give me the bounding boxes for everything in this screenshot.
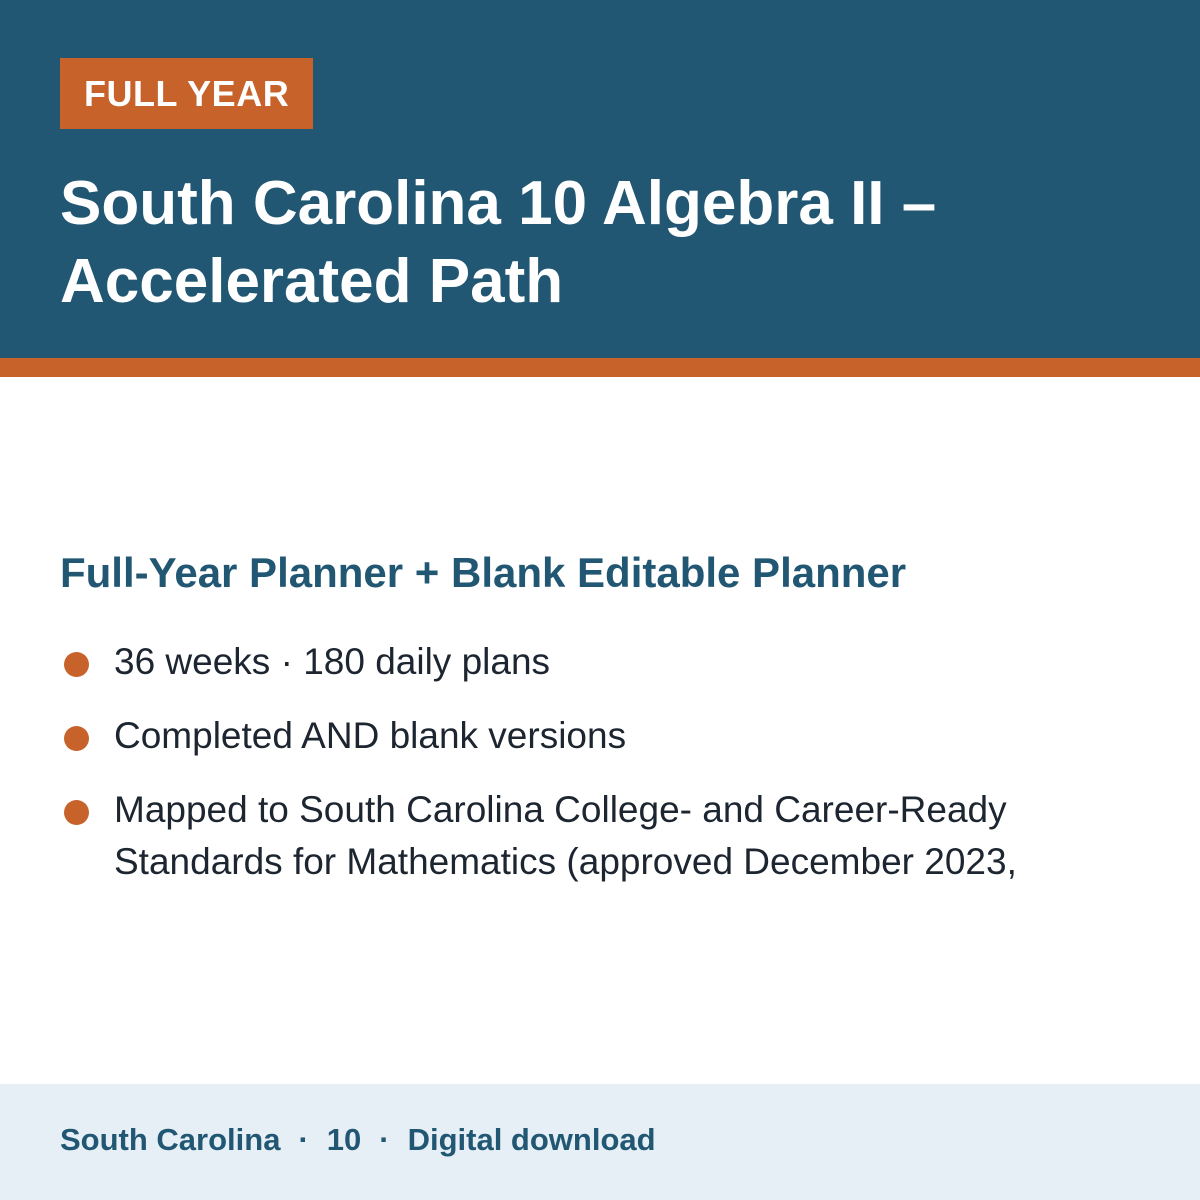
feature-item: [60, 710, 1140, 762]
feature-item: [60, 636, 1140, 688]
feature-item: [60, 784, 1140, 888]
accent-divider: [0, 358, 1200, 377]
feature-item-text: Completed AND blank versions: [114, 715, 627, 756]
page-title: South Carolina 10 Algebra II – Accelerated Path: [60, 169, 937, 316]
footer-separator: ·: [298, 1122, 309, 1157]
footer-meta: [60, 1118, 656, 1162]
footer-state: South Carolina: [60, 1122, 281, 1157]
bullet-dot-icon: [64, 726, 89, 751]
footer-grade: 10: [326, 1122, 362, 1157]
bullet-dot-icon: [64, 800, 89, 825]
footer-format: Digital download: [407, 1122, 656, 1157]
footer-separator: ·: [379, 1122, 390, 1157]
feature-item-text: Mapped to South Carolina College- and Career-Ready Standards for Mathematics (approved December 2023,: [114, 789, 1017, 882]
product-subtitle: Full-Year Planner + Blank Editable Planner: [60, 549, 907, 596]
feature-item-text: 36 weeks · 180 daily plans: [114, 641, 551, 682]
full-year-badge: FULL YEAR: [60, 58, 313, 129]
bullet-dot-icon: [64, 652, 89, 677]
feature-list: [60, 636, 1140, 910]
